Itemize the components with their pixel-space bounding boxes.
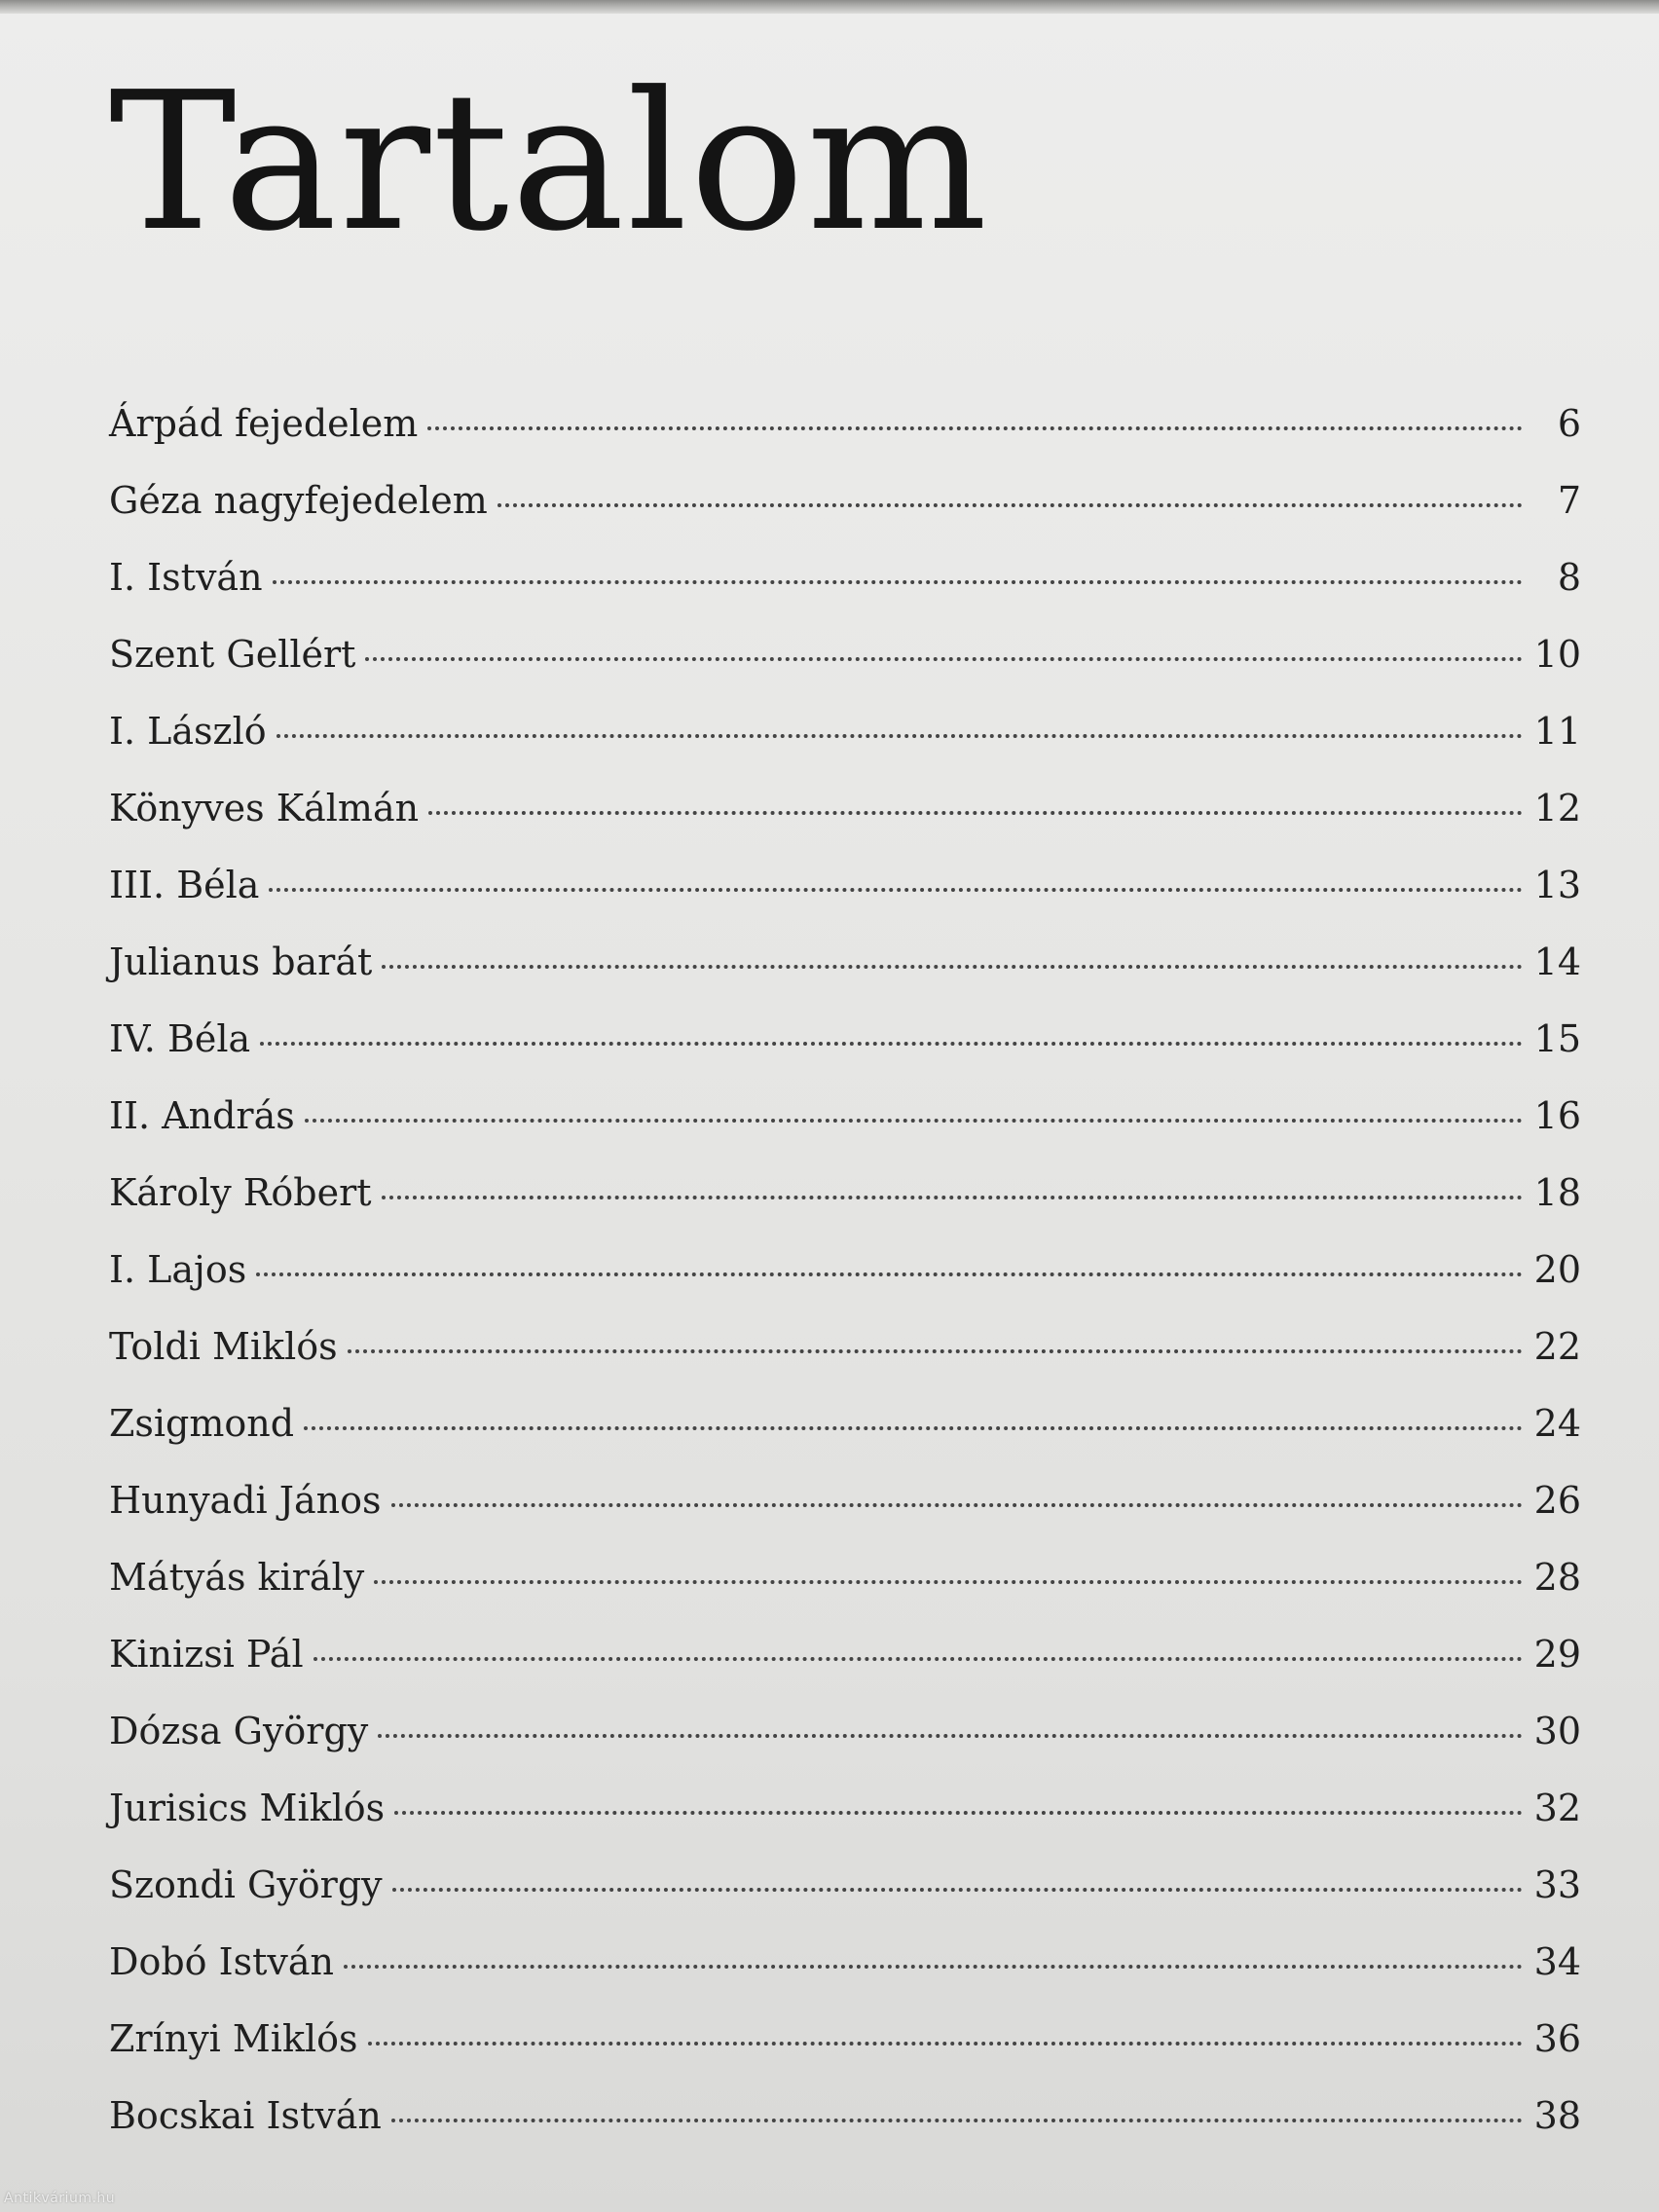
toc-entry (109, 693, 1581, 770)
toc-entry (109, 1385, 1581, 1462)
toc-entry-label: II. András (109, 1094, 295, 1137)
top-edge-rule (0, 0, 1659, 14)
watermark-text: Antikvárium.hu (4, 2191, 116, 2206)
toc-entry (109, 1539, 1581, 1616)
toc-dot-leader (273, 580, 1523, 584)
toc-entry (109, 1462, 1581, 1539)
toc-entry-label: I. László (109, 710, 267, 753)
toc-entry-page: 34 (1533, 1940, 1581, 1983)
toc-entry-label: Zrínyi Miklós (109, 2017, 358, 2060)
toc-entry-label: Szondi György (109, 1863, 383, 1906)
toc-dot-leader (391, 2119, 1523, 2122)
toc-entry-page: 18 (1533, 1171, 1581, 1214)
toc-entry-label: Hunyadi János (109, 1479, 382, 1522)
toc-entry (109, 1001, 1581, 1078)
toc-dot-leader (256, 1272, 1523, 1276)
toc-entry-page: 38 (1533, 2094, 1581, 2137)
toc-entry-page: 14 (1533, 940, 1581, 983)
toc-dot-leader (365, 657, 1523, 661)
toc-dot-leader (269, 888, 1523, 892)
toc-entry-label: Bocskai István (109, 2094, 382, 2137)
toc-entry-page: 20 (1533, 1248, 1581, 1291)
toc-entry-label: Szent Gellért (109, 633, 356, 676)
toc-dot-leader (374, 1580, 1523, 1584)
toc-entry-page: 28 (1533, 1556, 1581, 1599)
toc-entry-label: Károly Róbert (109, 1171, 372, 1214)
toc-entry-label: III. Béla (109, 864, 260, 906)
toc-entry-label: IV. Béla (109, 1017, 251, 1060)
toc-entry-page: 26 (1533, 1479, 1581, 1522)
toc-entry (109, 1847, 1581, 1924)
toc-entry (109, 2078, 1581, 2155)
toc-entry (109, 770, 1581, 847)
toc-entry-label: Géza nagyfejedelem (109, 479, 488, 522)
toc-entry-label: Jurisics Miklós (109, 1787, 386, 1829)
toc-entry (109, 847, 1581, 924)
toc-dot-leader (498, 503, 1523, 507)
toc-entry-page: 13 (1533, 864, 1581, 906)
toc-entry-page: 7 (1557, 479, 1581, 522)
toc-entry (109, 1155, 1581, 1232)
toc-entry-page: 29 (1533, 1633, 1581, 1676)
toc-entry-page: 24 (1533, 1402, 1581, 1445)
toc-entry-page: 22 (1533, 1325, 1581, 1368)
toc-entry-label: Dózsa György (109, 1710, 369, 1752)
toc-entry-label: I. István (109, 556, 263, 599)
toc-dot-leader (348, 1349, 1523, 1353)
toc-dot-leader (305, 1119, 1523, 1123)
toc-entry-page: 33 (1533, 1863, 1581, 1906)
toc-entry-label: Toldi Miklós (109, 1325, 338, 1368)
toc-dot-leader (382, 1196, 1523, 1199)
toc-dot-leader (313, 1657, 1523, 1661)
toc-dot-leader (344, 1965, 1523, 1969)
toc-entry-page: 6 (1557, 402, 1581, 445)
toc-entry-label: Zsigmond (109, 1402, 295, 1445)
toc-dot-leader (260, 1042, 1523, 1046)
toc-dot-leader (391, 1503, 1523, 1507)
toc-entry-page: 12 (1533, 787, 1581, 830)
toc-entry (109, 1232, 1581, 1309)
toc-dot-leader (394, 1811, 1523, 1815)
toc-entry-label: Kinizsi Pál (109, 1633, 304, 1676)
toc-entry-page: 11 (1533, 710, 1581, 753)
toc-dot-leader (368, 2042, 1523, 2046)
toc-entry (109, 539, 1581, 616)
toc-entry-page: 30 (1533, 1710, 1581, 1752)
toc-entry (109, 616, 1581, 693)
toc-entry (109, 1924, 1581, 2001)
toc-dot-leader (392, 1888, 1523, 1892)
toc-entry (109, 386, 1581, 462)
toc-entry (109, 1693, 1581, 1770)
toc-dot-leader (276, 734, 1523, 738)
toc-entry-label: Mátyás király (109, 1556, 365, 1599)
toc-entry (109, 1616, 1581, 1693)
toc-entry-label: Julianus barát (109, 940, 373, 983)
toc-entry-page: 16 (1533, 1094, 1581, 1137)
toc-entry (109, 1770, 1581, 1847)
toc-entry (109, 1078, 1581, 1155)
toc-dot-leader (378, 1734, 1523, 1738)
toc-entry (109, 924, 1581, 1001)
toc-dot-leader (304, 1426, 1523, 1430)
toc-entry-label: I. Lajos (109, 1248, 247, 1291)
toc-dot-leader (382, 965, 1523, 969)
toc-entry-page: 8 (1557, 556, 1581, 599)
toc-entry-page: 32 (1533, 1787, 1581, 1829)
toc-dot-leader (427, 426, 1523, 430)
toc-entry (109, 462, 1581, 539)
table-of-contents (109, 386, 1581, 2155)
toc-entry-page: 10 (1533, 633, 1581, 676)
page-title: Tartalom (109, 52, 990, 274)
toc-entry-label: Könyves Kálmán (109, 787, 420, 830)
toc-dot-leader (428, 811, 1523, 815)
toc-entry (109, 1309, 1581, 1385)
toc-entry-label: Dobó István (109, 1940, 335, 1983)
toc-entry-page: 36 (1533, 2017, 1581, 2060)
toc-entry-label: Árpád fejedelem (109, 402, 419, 445)
toc-entry-page: 15 (1533, 1017, 1581, 1060)
toc-entry (109, 2001, 1581, 2078)
